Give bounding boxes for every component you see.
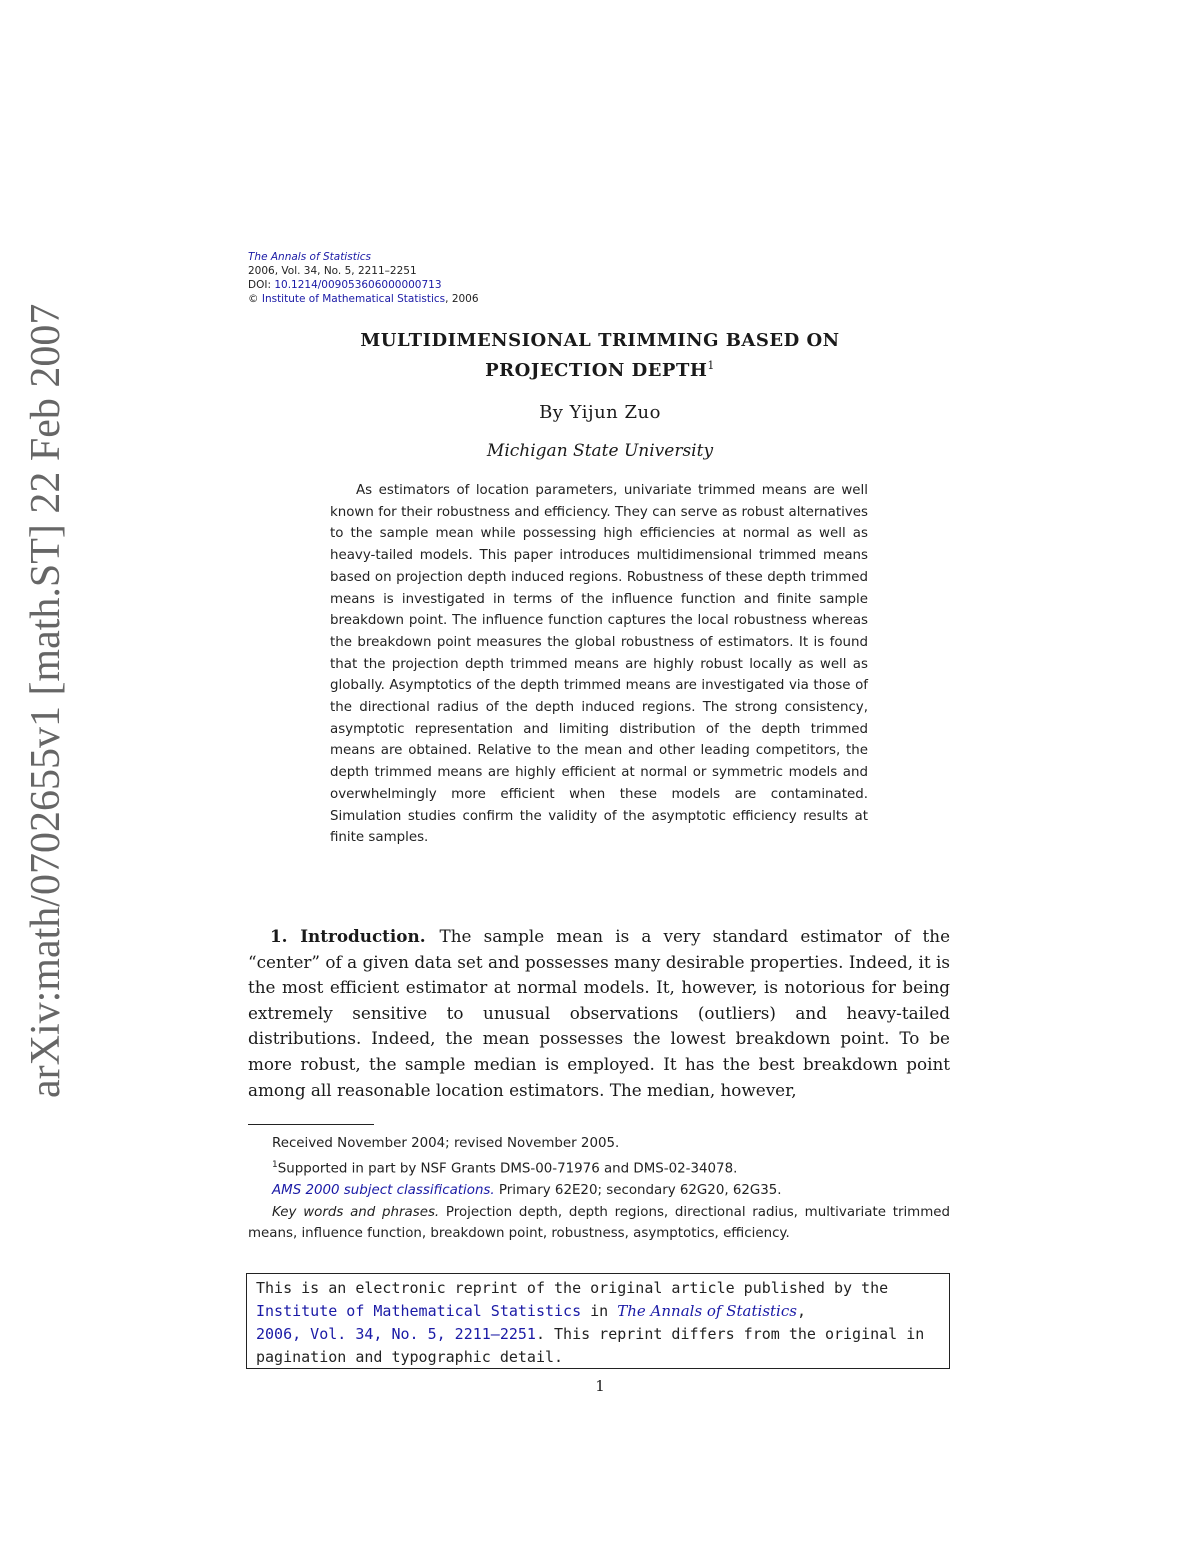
title-line-1: MULTIDIMENSIONAL TRIMMING BASED ON [360,330,840,351]
doi-line: DOI: 10.1214/009053606000000713 [248,279,442,291]
page-number: 1 [595,1377,605,1395]
arxiv-identifier: arXiv:math/0702655v1 [math.ST] 22 Feb 2007 [23,303,69,1098]
keywords: Key words and phrases. Projection depth, depth regions, directional radius, multivariate trimmed means, influence function, breakdown point, robustness, asymptotics, efficiency. [248,1204,951,1242]
ams-classification: AMS 2000 subject classifications. Primary 62E20; secondary 62G20, 62G35. [272,1182,782,1198]
publisher-link[interactable]: Institute of Mathematical Statistics [261,293,446,305]
copyright-icon: © [248,293,259,305]
reprint-line-1: This is an electronic reprint of the original article published by the [256,1279,889,1297]
section-heading: 1. Introduction. [270,926,426,946]
reprint-notice [246,1273,950,1369]
ams-classification-link[interactable]: AMS 2000 subject classifications. [272,1182,495,1198]
title-footnote-mark[interactable]: 1 [707,359,715,372]
journal-name[interactable]: The Annals of Statistics [248,251,371,263]
journal-link[interactable]: The Annals of Statistics [617,1302,797,1320]
arxiv-stamp [18,303,74,1098]
introduction-section [248,924,950,1103]
doi-link[interactable]: 10.1214/009053606000000713 [274,279,442,291]
journal-volume: 2006, Vol. 34, No. 5, 2211–2251 [248,265,417,277]
paper-title [300,328,900,383]
copyright-line: © Institute of Mathematical Statistics, 2006 [248,293,479,305]
author-byline: By Yijun Zuo [539,402,661,423]
footnotes [248,1133,950,1245]
ims-link[interactable]: Institute of Mathematical Statistics [256,1302,582,1320]
journal-info [248,250,479,306]
author-affiliation: Michigan State University [486,441,714,461]
received-note: Received November 2004; revised November 2005. [272,1136,620,1151]
introduction-text: The sample mean is a very standard estimator of the “center” of a given data set and possesses many desirable properties. Indeed, it is the most efficient estimator at normal models. It, however, is notorious for being extremely sensitive to unusual observations (outliers) and heavy-tailed distributions. Indeed, the mean possesses the lowest breakdown point. To be more robust, the sample median is employed. It has the best breakdown point among all reasonable location estimators. The median, however, [248,926,950,1100]
citation-link[interactable]: 2006, Vol. 34, No. 5, 2211–2251 [256,1325,536,1343]
footnote-rule [248,1124,374,1125]
abstract: As estimators of location parameters, univariate trimmed means are well known for their robustness and efficiency. They can serve as robust alternatives to the sample mean while possessing high efficiencies at normal as well as heavy-tailed models. This paper introduces multidimensional trimmed means based on projection depth induced regions. Robustness of these depth trimmed means is investigated in terms of the influence function and finite sample breakdown point. The influence function captures the local robustness whereas the breakdown point measures the global robustness of estimators. It is found that the projection depth trimmed means are highly robust locally as well as globally. Asymptotics of the depth trimmed means are investigated via those of the directional radius of the depth induced regions. The strong consistency, asymptotic representation and limiting distribution of the depth trimmed means are obtained. Relative to the mean and other leading competitors, the depth trimmed means are highly efficient at normal or symmetric models and overwhelmingly more efficient when these models are contaminated. Simulation studies confirm the validity of the asymptotic efficiency results at finite samples. [330,483,868,846]
title-line-2: PROJECTION DEPTH$^1$ [485,359,715,381]
reprint-line-3: 2006, Vol. 34, No. 5, 2211–2251. This reprint differs from the original in [256,1325,925,1343]
reprint-line-4: pagination and typographic detail. [256,1348,564,1366]
reprint-line-2: Institute of Mathematical Statistics in The Annals of Statistics, [256,1302,806,1320]
support-note: $^1$Supported in part by NSF Grants DMS-00-71976 and DMS-02-34078. [272,1159,738,1177]
